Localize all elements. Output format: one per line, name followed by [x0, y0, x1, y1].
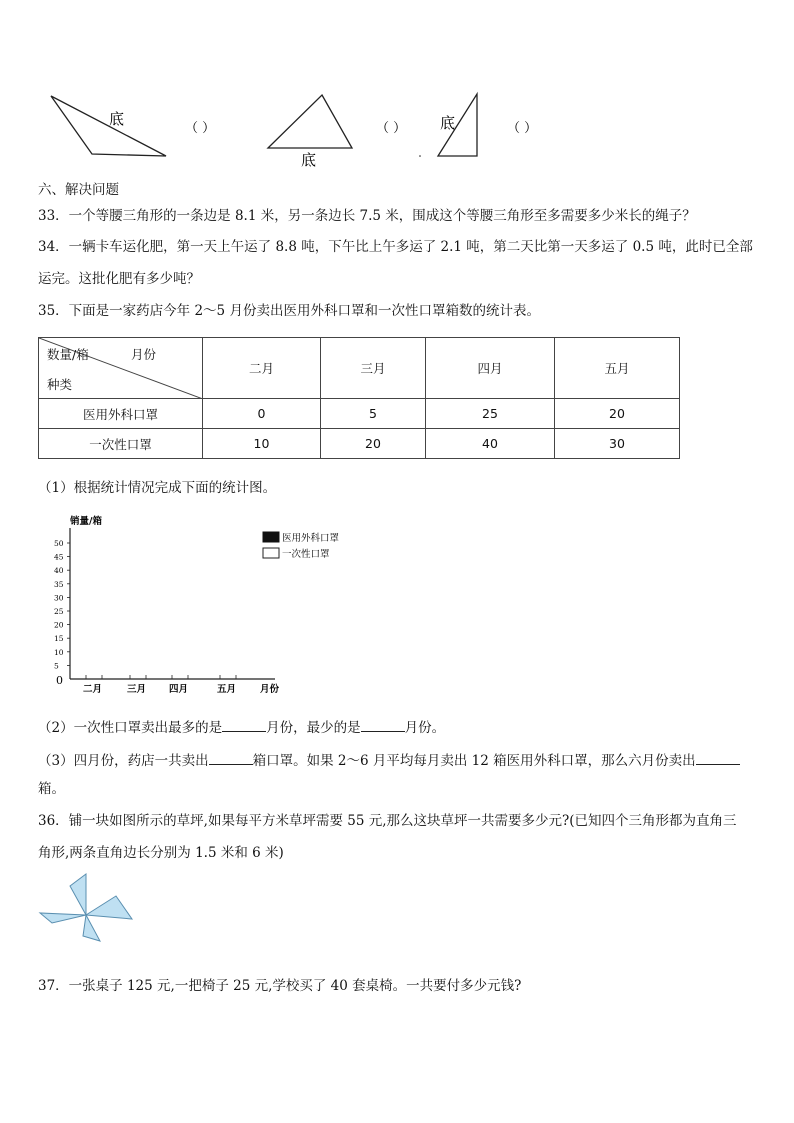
table-row	[39, 429, 680, 459]
table-header-month: 四月	[426, 338, 555, 399]
lawn-triangle	[83, 915, 100, 941]
sub3-text-a: （3）四月份，药店一共卖出	[38, 753, 209, 769]
question-35-sub1: （1）根据统计情况完成下面的统计图。	[38, 480, 277, 496]
triangle-1-label: 底	[109, 110, 125, 128]
triangle-2-answer: （ ）	[376, 121, 407, 136]
chart-y-tick-label: 0	[56, 674, 63, 687]
chart-y-tick-label: 50	[54, 539, 64, 548]
chart-y-axis-label: 销量/箱	[70, 516, 102, 527]
chart-y-tick-label: 25	[54, 607, 64, 616]
chart-y-tick-label: 15	[54, 634, 64, 644]
chart-x-category-label: 二月	[83, 684, 103, 695]
blank-bar-chart	[50, 508, 370, 698]
chart-x-category-label: 五月	[217, 684, 237, 695]
triangle-3-label: 底	[440, 114, 456, 132]
legend-label-surgical: 医用外科口罩	[282, 533, 340, 544]
table-cell: 25	[426, 399, 555, 429]
answer-blank[interactable]	[696, 750, 740, 765]
chart-y-tick-label: 30	[54, 593, 64, 603]
chart-x-category-label: 三月	[127, 684, 147, 695]
question-33: 33．一个等腰三角形的一条边是 8.1 米，另一条边长 7.5 米，围成这个等腰三角形至多需要多少米长的绳子？	[38, 208, 696, 224]
question-34-line2: 运完。这批化肥有多少吨？	[38, 271, 200, 287]
legend-swatch-surgical	[263, 532, 279, 542]
chart-y-tick-label: 10	[54, 647, 64, 657]
table-cell: 40	[426, 429, 555, 459]
chart-x-axis-label: 月份	[260, 684, 280, 695]
sub2-text-c: 月份。	[404, 720, 446, 736]
triangle-figures	[40, 88, 580, 170]
row-label: 一次性口罩	[39, 429, 203, 459]
answer-blank[interactable]	[222, 717, 266, 732]
chart-x-category-label: 四月	[169, 684, 189, 695]
corner-quantity-label: 数量/箱	[47, 347, 89, 362]
question-35-sub2	[38, 717, 445, 737]
lawn-triangle	[70, 874, 86, 915]
triangle-3-answer: （ ）	[507, 121, 538, 136]
chart-y-tick-label: 45	[54, 552, 64, 562]
chart-y-tick-label: 20	[54, 620, 64, 630]
table-cell: 20	[321, 429, 426, 459]
table-corner-cell	[39, 338, 203, 399]
section-heading: 六、解决问题	[38, 182, 119, 198]
question-35-sub3-end: 箱。	[38, 781, 65, 797]
triangle-1-answer: （ ）	[185, 121, 216, 136]
corner-month-label: 月份	[131, 347, 157, 362]
chart-y-tick-label: 35	[54, 579, 64, 589]
table-cell: 10	[203, 429, 321, 459]
chart-y-tick-label: 40	[54, 566, 64, 576]
question-37: 37．一张桌子 125 元,一把椅子 25 元,学校买了 40 套桌椅。一共要付多少元钱?	[38, 978, 522, 994]
question-36-line1: 36．铺一块如图所示的草坪,如果每平方米草坪需要 55 元,那么这块草坪一共需要多少元?(已知四个三角形都为直角三	[38, 813, 737, 829]
triangle-2-label: 底	[301, 151, 317, 169]
row-label: 医用外科口罩	[39, 399, 203, 429]
sub2-text-b: 月份，最少的是	[266, 720, 361, 736]
table-cell: 5	[321, 399, 426, 429]
table-cell: 30	[555, 429, 680, 459]
sub2-text-a: （2）一次性口罩卖出最多的是	[38, 720, 223, 736]
table-header-month: 二月	[203, 338, 321, 399]
question-36-line2: 角形,两条直角边长分别为 1.5 米和 6 米)	[38, 845, 284, 861]
triangle-2	[268, 95, 352, 148]
legend-swatch-disposable	[263, 548, 279, 558]
table-header-month: 三月	[321, 338, 426, 399]
question-35-intro: 35．下面是一家药店今年 2～5 月份卖出医用外科口罩和一次性口罩箱数的统计表。	[38, 303, 540, 319]
table-cell: 20	[555, 399, 680, 429]
chart-y-tick-label: 5	[54, 661, 59, 671]
question-34-line1: 34．一辆卡车运化肥，第一天上午运了 8.8 吨，下午比上午多运了 2.1 吨，第二天比第一天多运了 0.5 吨，此时已全部	[38, 239, 753, 255]
lawn-triangle	[86, 896, 132, 919]
legend-label-disposable: 一次性口罩	[282, 549, 330, 560]
lawn-triangle	[40, 913, 86, 923]
answer-blank[interactable]	[361, 717, 405, 732]
sub3-text-b: 箱口罩。如果 2～6 月平均每月卖出 12 箱医用外科口罩，那么六月份卖出	[252, 753, 696, 769]
table-header-month: 五月	[555, 338, 680, 399]
mask-sales-table	[38, 337, 680, 459]
pinwheel-lawn-figure	[36, 866, 136, 944]
corner-type-label: 种类	[47, 377, 73, 392]
question-35-sub3	[38, 750, 740, 770]
table-row	[39, 399, 680, 429]
table-cell: 0	[203, 399, 321, 429]
answer-blank[interactable]	[209, 750, 253, 765]
